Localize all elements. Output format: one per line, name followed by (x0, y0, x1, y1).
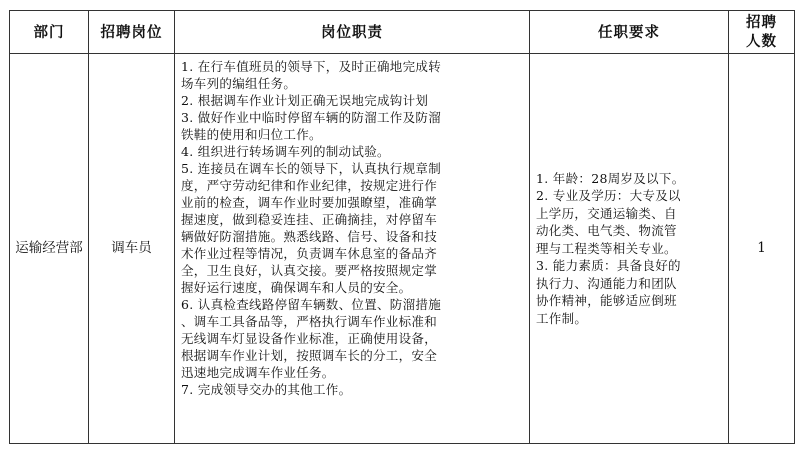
duty-line: 业前的检查，调车作业时要加强瞭望，准确掌 (181, 195, 438, 210)
recruitment-table (9, 10, 795, 444)
requirements-cell (530, 54, 729, 444)
header-duties: 岗位职责 (175, 11, 530, 54)
department-cell (10, 54, 89, 444)
department-value: 运输经营部 (15, 240, 83, 256)
duty-line: 辆做好防溜措施。熟悉线路、信号、设备和技 (181, 229, 438, 244)
headcount-cell: 1 (729, 54, 795, 444)
requirement-line: 执行力、沟通能力和团队 (536, 275, 677, 291)
duty-line: 、调车工具备品等，严格执行调车作业标准和 (181, 314, 438, 329)
header-department: 部门 (10, 11, 89, 54)
duty-line: 无线调车灯显设备作业标准，正确使用设备， (181, 331, 438, 346)
header-requirements: 任职要求 (530, 11, 729, 54)
duty-line: 术作业过程等情况，负责调车休息室的备品齐 (181, 246, 438, 261)
duty-line: 7. 完成领导交办的其他工作。 (181, 382, 352, 397)
requirement-line: 1. 年龄：28周岁及以下。 (536, 170, 685, 186)
requirement-line: 理与工程类等相关专业。 (536, 240, 677, 256)
table-header-row (10, 11, 795, 54)
position-cell: 调车员 (89, 54, 175, 444)
duty-line: 全，卫生良好，认真交接。要严格按照规定掌 (181, 263, 438, 278)
duty-line: 3. 做好作业中临时停留车辆的防溜工作及防溜 (181, 110, 442, 125)
header-position: 招聘岗位 (89, 11, 175, 54)
header-headcount: 招聘人数 (729, 11, 795, 54)
duty-line: 1. 在行车值班员的领导下，及时正确地完成转 (181, 59, 442, 74)
duties-cell (175, 54, 530, 444)
duty-line: 铁鞋的使用和归位工作。 (181, 127, 322, 142)
duty-line: 场车列的编组任务。 (181, 76, 297, 91)
duty-line: 根据调车作业计划，按照调车长的分工，安全 (181, 348, 438, 363)
duty-line: 握速度，做到稳妥连挂、正确摘挂，对停留车 (181, 212, 438, 227)
requirement-line: 3. 能力素质：具备良好的 (536, 258, 681, 274)
duty-line: 度，严守劳动纪律和作业纪律，按规定进行作 (181, 178, 438, 193)
duty-line: 2. 根据调车作业计划正确无误地完成钩计划 (181, 93, 429, 108)
requirement-line: 协作精神，能够适应倒班 (536, 293, 677, 309)
duty-line: 4. 组织进行转场调车列的制动试验。 (181, 144, 390, 159)
duty-line: 迅速地完成调车作业任务。 (181, 365, 335, 380)
duty-line: 握好运行速度，确保调车和人员的安全。 (181, 280, 412, 295)
requirement-line: 2. 专业及学历：大专及以 (536, 188, 681, 204)
requirement-line: 上学历，交通运输类、自 (536, 205, 677, 221)
requirement-line: 动化类、电气类、物流管 (536, 223, 677, 239)
table-row (10, 54, 795, 444)
duty-line: 6. 认真检查线路停留车辆数、位置、防溜措施 (181, 297, 442, 312)
duty-line: 5. 连接员在调车长的领导下，认真执行规章制 (181, 161, 442, 176)
requirement-line: 工作制。 (536, 310, 588, 326)
